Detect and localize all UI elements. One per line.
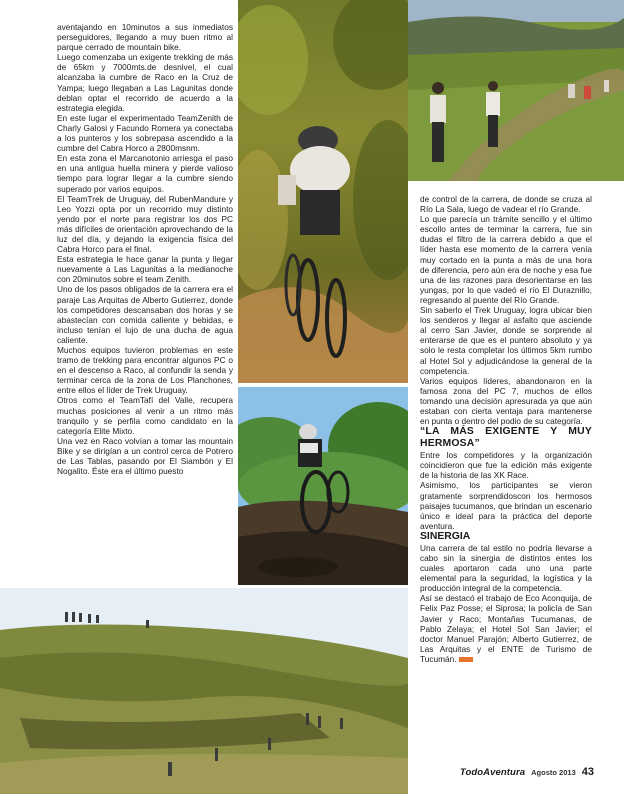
end-of-article-mark xyxy=(459,657,473,662)
paragraph-text: Así se destacó el trabajo de Eco Aconquija, de Felix Paz Posse; el Siprosa; la policía de San Javier y Raco; Montañas Tucumanas, de Pablo Zelaya; el Hotel Sol San Javier; el doctor Manuel Parajón; Alberto Gutierrez, de Las Arquitas y el ENTE de Turismo de Tucumán. xyxy=(420,593,592,664)
paragraph: El TeamTrek de Uruguay, del RubenMandure y Leo Yozzi opta por un recorrido muy distinto yendo por el norte para registrar los dos PC más difíciles de orientación aprovechando de la luz del día, y dejando la exigencia física del Cabra Horco para el final. xyxy=(57,193,233,255)
paragraph: En esta zona el Marcanotonio arriesga el paso en una antigua huella minera y pierde valioso tiempo para lograr llegar a la cumbre siendo superado por varios equipos. xyxy=(57,153,233,194)
paragraph: Lo que parecía un trámite sencillo y el último escollo antes de terminar la carrera, fue sin dudas el filtro de la carrera debido a que el líder hasta ese momento de la carrera venía muy cortado en la punta a más de una hora de diferencia, pero aún era de noche y esa fue una de las razones para desorientarse en las yungas, por lo que vadeó el río El Duraznillo, regresando al puente del Río Grande. xyxy=(420,214,592,305)
photo-hill-panorama xyxy=(0,588,408,794)
right-text-column xyxy=(420,194,592,754)
paragraph: Otros como el TeamTafí del Valle, recupera muchas posiciones al venir a un ritmo más tranquilo y se perfila como candidato en la categoría Elite Mixto. xyxy=(57,395,233,436)
page-footer xyxy=(460,766,594,780)
left-text-column xyxy=(57,22,233,582)
paragraph: En este lugar el experimentado TeamZenith de Charly Galosi y Facundo Romera ya conectaba a los punteros y los sobrepasa ascendido a la cumbre del Cabra Horco a 2800msnm. xyxy=(57,112,233,154)
photo-runners-meadow xyxy=(408,0,624,181)
paragraph: de control de la carrera, de donde se cruza al Río La Sala, luego de vadear el río Grande. xyxy=(420,194,592,215)
paragraph: Uno de los pasos obligados de la carrera era el paraje Las Arquitas de Alberto Gutierrez, donde los competidores descansaban dos horas y se abastecían con comida caliente y bebidas, e incluso tenían el lujo de una ducha de agua caliente. xyxy=(57,284,233,345)
paragraph: Luego comenzaba un exigente trekking de más de 65km y 7000mts.de desnivel, el cual alcanzaba la cumbre de Raco en la Cruz de Yampa; luego llegaban a Las Lagunitas donde deblan optar el recorrido de acuerdo a la estrategia elegida. xyxy=(57,52,233,113)
paragraph xyxy=(420,593,592,664)
paragraph: Esta estrategia le hace ganar la punta y llegar nuevamente a Las Lagunitas a la medianoche con 20minutos sobre el team Zenith. xyxy=(57,254,233,285)
paragraph: aventajando en 10minutos a sus inmediatos perseguidores, llegando a muy buen ritmo al parque cerrado de mountain bike. xyxy=(57,22,233,53)
photo-cyclist-mud xyxy=(238,387,408,585)
issue-date: Agosto 2013 xyxy=(531,768,576,777)
paragraph: Entre los competidores y la organización coincidieron que fue la edición más exigente de la historia de las XK Race. xyxy=(420,450,592,481)
paragraph: Asimismo, los participantes se vieron gratamente sorprendidoscon los hermosos paisajes tucumanos, que brindan un escenario único e ideal para la práctica del deporte aventura. xyxy=(420,480,592,531)
section-heading-synergy: SINERGIA xyxy=(420,530,471,542)
paragraph: Varios equipos líderes, abandonaron en la famosa zona del PC 7, muchos de ellos tomando una decisión apresurada ya que aún estaban con cierta ventaja para mantenerse en punta o dentro del podio de su categoría. xyxy=(420,375,592,427)
paragraph: Muchos equipos tuvieron problemas en este tramo de trekking para encontrar algunos PC o en el descenso a Raco, al confundir la senda y terminar cerca de la zona de Los Planchones, entre ellos el líder de Trek Uruguay. xyxy=(57,345,233,396)
magazine-brand: TodoAventura xyxy=(459,767,526,778)
paragraph: Sin saberlo el Trek Uruguay, logra ubicar bien los senderos y llegar al asfalto que asciende al cerro San Javier, donde se sorprende al enterarse de que es el puntero absoluto y ya solo le resta completar los últimos 5km rumbo al Hotel Sol y adjudicándose la general de la competencia. xyxy=(420,305,592,376)
page-number: 43 xyxy=(581,766,594,778)
paragraph: Una carrera de tal estilo no podría llevarse a cabo sin la sinergia de distintos entes los cuales aportaron cada uno una parte elemental para la seguridad, la logística y la producción integral de la competencia. xyxy=(420,542,592,594)
photo-cyclists-forest xyxy=(238,0,408,383)
section-heading-quote: “LA MÁS EXIGENTE Y MUY HERMOSA” xyxy=(420,426,592,450)
paragraph: Una vez en Raco volvían a tomar las mountain Bike y se dirigían a un control cerca de Potrero de Las Tablas, pasando por El Siambón y El Nogalito. Éste era el último puesto xyxy=(57,435,233,477)
